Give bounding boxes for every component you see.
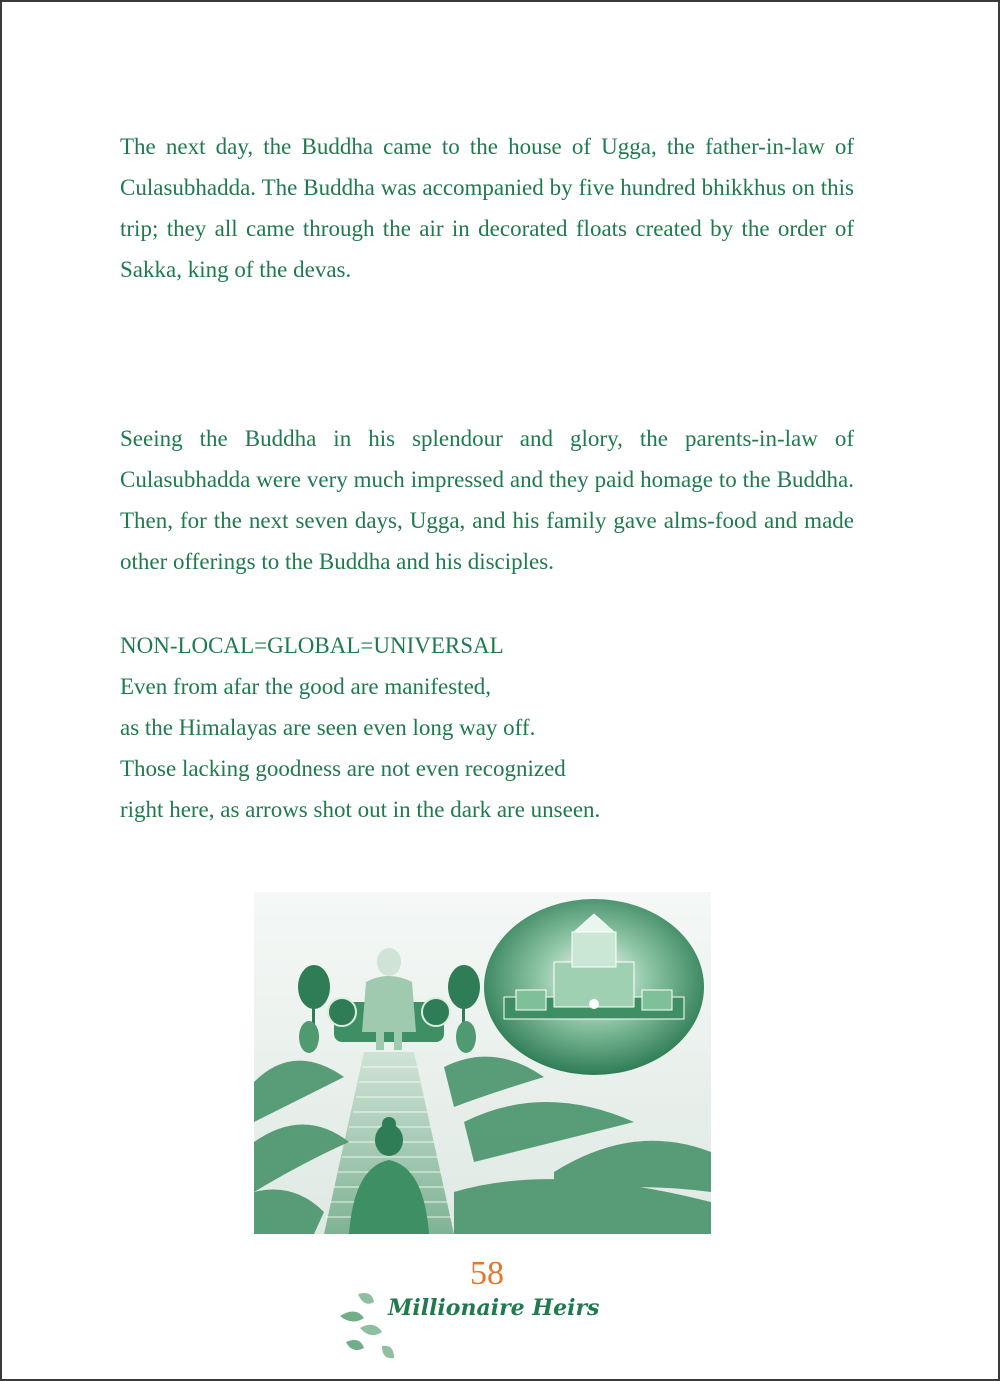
verse-line: right here, as arrows shot out in the dark are unseen. xyxy=(120,797,601,822)
book-title: Millionaire Heirs xyxy=(388,1295,600,1321)
paragraph-1: The next day, the Buddha came to the house of Ugga, the father-in-law of Culasubhadda. The Buddha was accompanied by five hundred bhikkhus on this trip; they all came through the air in decorated floats created by the order of Sakka, king of the devas. xyxy=(120,134,854,282)
verse-block xyxy=(120,625,854,830)
buddha-illustration xyxy=(254,892,711,1234)
paragraph-2: Seeing the Buddha in his splendour and glory, the parents-in-law of Culasubhadda were very much impressed and they paid homage to the Buddha. Then, for the next seven days, Ugga, and his family gave alms-food and made other offerings to the Buddha and his disciples. xyxy=(120,426,854,574)
verse-line: Even from afar the good are manifested, xyxy=(120,674,492,699)
verse-line: Those lacking goodness are not even recognized xyxy=(120,756,566,781)
verse-heading: NON-LOCAL=GLOBAL=UNIVERSAL xyxy=(120,633,504,658)
page-number: 58 xyxy=(470,1255,504,1292)
verse-line: as the Himalayas are seen even long way off. xyxy=(120,715,536,740)
